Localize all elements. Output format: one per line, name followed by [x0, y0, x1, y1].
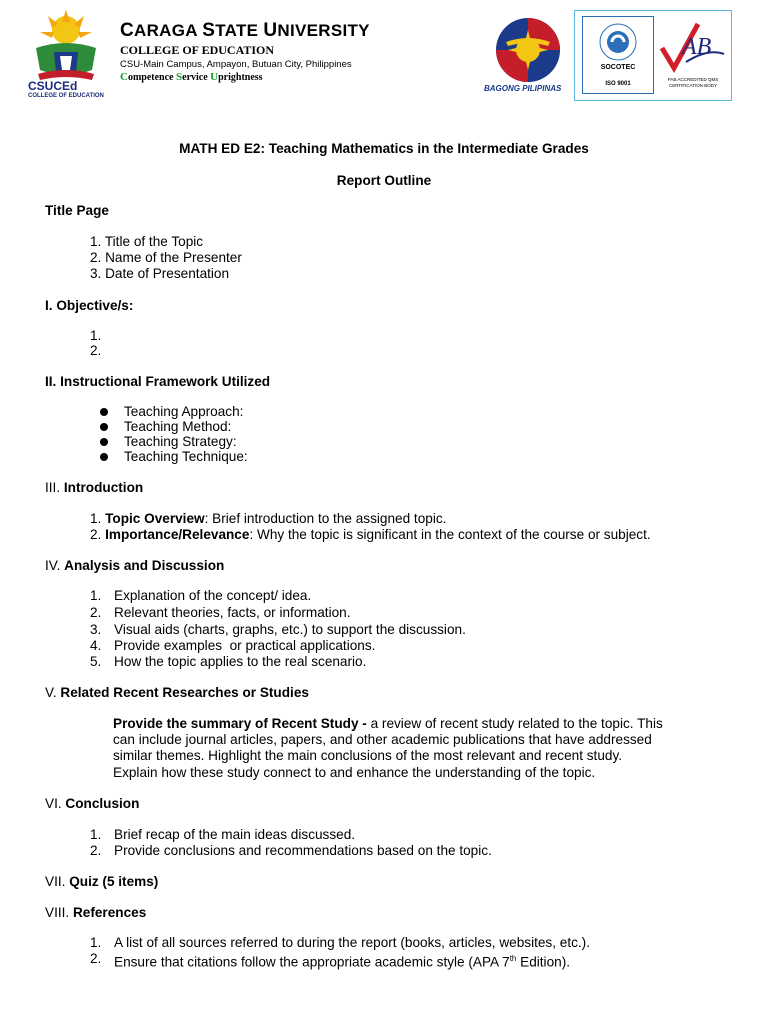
list-item: 1. Topic Overview: Brief introduction to the assigned topic.: [90, 511, 447, 526]
list-item: A list of all sources referred to during the report (books, articles, websites, etc.).: [114, 935, 590, 950]
sun-rays-icon: [40, 10, 92, 44]
list-item: Explanation of the concept/ idea.: [114, 588, 312, 603]
list-item-number: 2.: [90, 605, 102, 620]
bullet-icon: [100, 438, 108, 446]
bullet-icon: [100, 453, 108, 461]
list-item: Visual aids (charts, graphs, etc.) to support the discussion.: [114, 622, 466, 637]
list-item-number: 1.: [90, 827, 102, 842]
list-item: Relevant theories, facts, or information.: [114, 605, 351, 620]
iso-label: ISO 9001: [605, 81, 631, 87]
list-item-number: 5.: [90, 654, 102, 669]
objectives-heading: I. Objective/s:: [45, 298, 134, 313]
list-item: Brief recap of the main ideas discussed.: [114, 827, 356, 842]
quiz-heading: VII. Quiz (5 items): [45, 874, 159, 889]
list-item-number: 3.: [90, 622, 102, 637]
bullet-icon: [100, 423, 108, 431]
analysis-heading: IV. Analysis and Discussion: [45, 558, 225, 573]
list-item: 2.: [90, 343, 102, 358]
list-item: Teaching Technique:: [124, 449, 248, 464]
research-paragraph-line: can include journal articles, papers, and other academic publications that have addressed: [113, 732, 652, 747]
list-item: 3. Date of Presentation: [90, 266, 230, 281]
pab-letters: AB: [682, 34, 712, 60]
university-motto: Competence Service Uprightness: [120, 71, 263, 83]
college-name: COLLEGE OF EDUCATION: [120, 43, 275, 57]
list-item: 1. Title of the Topic: [90, 234, 204, 249]
framework-heading: II. Instructional Framework Utilized: [45, 374, 271, 389]
conclusion-heading: VI. Conclusion: [45, 796, 140, 811]
socotec-icon: [594, 22, 642, 62]
university-name: CARAGA STATE UNIVERSITY: [120, 20, 370, 41]
list-item: Teaching Method:: [124, 419, 232, 434]
pab-subtext: PAB ACCREDITED QMS CERTIFICATION BODY: [667, 77, 719, 88]
list-item: 2. Name of the Presenter: [90, 250, 242, 265]
research-paragraph-line: similar themes. Highlight the main conclusions of the most relevant and recent study.: [113, 748, 623, 763]
report-outline-title: Report Outline: [336, 173, 432, 188]
list-item-number: 1.: [90, 935, 102, 950]
bagong-pilipinas-text: BAGONG PILIPINAS: [484, 84, 562, 93]
list-item: 1.: [90, 328, 102, 343]
course-title: MATH ED E2: Teaching Mathematics in the Intermediate Grades: [179, 141, 589, 156]
list-item: Teaching Strategy:: [124, 434, 237, 449]
list-item: Provide examples or practical applications.: [114, 638, 376, 653]
list-item: 2. Importance/Relevance: Why the topic is significant in the context of the course or subject.: [90, 527, 651, 542]
csu-ced-logo-text: CSUCEd: [28, 79, 78, 93]
introduction-heading: III. Introduction: [45, 480, 144, 495]
research-paragraph-line: Explain how these study connect to and enhance the understanding of the topic.: [113, 765, 596, 780]
socotec-label: SOCOTEC: [600, 64, 636, 71]
list-item-number: 2.: [90, 951, 102, 966]
list-item-number: 2.: [90, 843, 102, 858]
references-heading: VIII. References: [45, 905, 147, 920]
list-item-number: 4.: [90, 638, 102, 653]
list-item: How the topic applies to the real scenario.: [114, 654, 367, 669]
research-paragraph-line: Provide the summary of Recent Study - a review of recent study related to the topic. This: [113, 716, 663, 731]
list-item: Provide conclusions and recommendations based on the topic.: [114, 843, 492, 858]
research-heading: V. Related Recent Researches or Studies: [45, 685, 309, 700]
campus-address: CSU-Main Campus, Ampayon, Butuan City, Philippines: [120, 59, 352, 70]
list-item: Ensure that citations follow the appropriate academic style (APA 7th Edition).: [114, 954, 571, 970]
list-item-number: 1.: [90, 588, 102, 603]
title-page-heading: Title Page: [45, 203, 109, 218]
csu-ced-logo-subtext: COLLEGE OF EDUCATION: [28, 93, 104, 99]
bullet-icon: [100, 408, 108, 416]
list-item: Teaching Approach:: [124, 404, 244, 419]
